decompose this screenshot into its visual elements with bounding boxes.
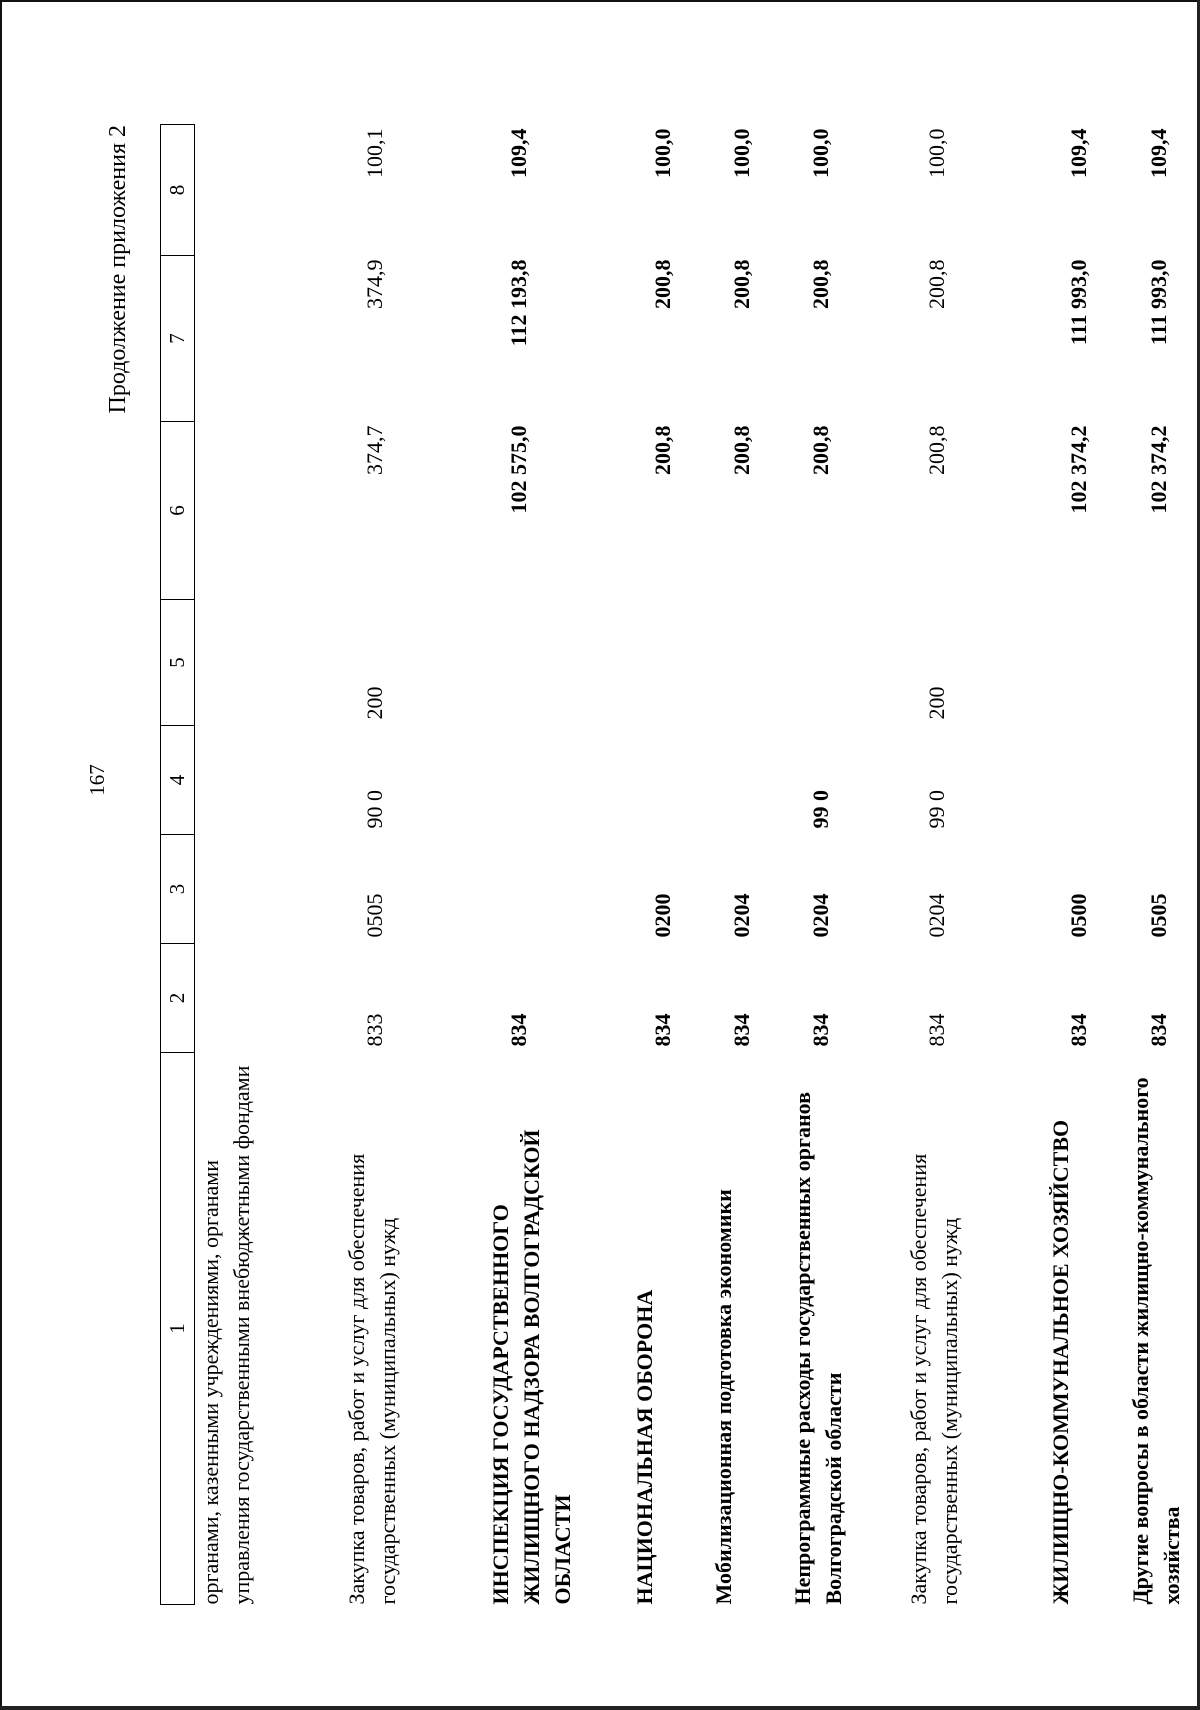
row-col7-cell: 200,8 [650, 259, 675, 309]
row-col5-cell [195, 600, 342, 726]
row-col7-cell: 374,9 [362, 259, 387, 309]
row-col4-cell [629, 726, 708, 835]
row-col8-cell: 100,0 [650, 128, 675, 178]
row-col6-cell: 102 575,0 [506, 425, 531, 514]
table-row [787, 125, 903, 1605]
table-body [195, 125, 1200, 1605]
row-name-cell: ЖИЛИЩНО-КОММУНАЛЬНОЕ ХОЗЯЙСТВО [1048, 1119, 1073, 1605]
row-col4-cell: 99 0 [924, 790, 949, 829]
row-col7-cell: 200,8 [924, 259, 949, 309]
row-col8-cell: 109,4 [1146, 128, 1171, 178]
header-col-5: 5 [161, 600, 195, 726]
row-col4-cell [485, 726, 629, 835]
row-name-cell: Непрограммные расходы государственных органов Волгоградской области [790, 1091, 846, 1605]
row-name-cell: Закупка товаров, работ и услуг для обеспечения государственных (муниципальных) нужд [344, 1153, 400, 1605]
table-row [629, 125, 708, 1605]
row-col5-cell [1125, 600, 1200, 726]
row-col4-cell [1125, 726, 1200, 835]
row-col8-cell [195, 125, 342, 256]
row-col7-cell [195, 256, 342, 422]
row-col6-cell [195, 422, 342, 600]
row-col2-cell [195, 944, 342, 1053]
page-number: 167 [85, 764, 109, 796]
row-name-cell: органами, казенными учреждениями, органами управления государственными внебюджетными фондами [198, 1065, 254, 1605]
row-col6-cell: 200,8 [924, 425, 949, 475]
row-col6-cell: 102 374,2 [1066, 425, 1091, 514]
row-col8-cell: 100,1 [362, 128, 387, 178]
table-row [341, 125, 485, 1605]
row-col2-cell: 834 [1146, 1013, 1171, 1047]
row-col3-cell: 0500 [1066, 893, 1091, 938]
table-row [485, 125, 629, 1605]
row-col8-cell: 109,4 [506, 128, 531, 178]
row-col5-cell: 200 [362, 686, 387, 720]
header-col-1: 1 [161, 1053, 195, 1605]
row-col2-cell: 833 [362, 1013, 387, 1047]
row-col2-cell: 834 [924, 1013, 949, 1047]
table-row [1125, 125, 1200, 1605]
row-col8-cell: 100,0 [808, 128, 833, 178]
row-col3-cell: 0204 [729, 893, 754, 938]
header-col-7: 7 [161, 256, 195, 422]
row-col6-cell: 200,8 [729, 425, 754, 475]
scan-edge-bottom [0, 1706, 1200, 1710]
header-col-6: 6 [161, 422, 195, 600]
budget-table [160, 124, 1200, 1605]
row-col4-cell [195, 726, 342, 835]
header-row [161, 125, 195, 1605]
row-col5-cell [629, 600, 708, 726]
header-col-8: 8 [161, 125, 195, 256]
row-col3-cell: 0505 [362, 893, 387, 938]
row-col8-cell: 109,4 [1066, 128, 1091, 178]
row-col2-cell: 834 [650, 1013, 675, 1047]
table-row [195, 125, 342, 1605]
header-col-4: 4 [161, 726, 195, 835]
row-col7-cell: 111 993,0 [1066, 259, 1091, 346]
row-name-cell: Закупка товаров, работ и услуг для обеспечения государственных (муниципальных) нужд [906, 1153, 962, 1605]
row-col7-cell: 112 193,8 [506, 259, 531, 347]
row-name-cell: НАЦИОНАЛЬНАЯ ОБОРОНА [632, 1289, 657, 1605]
table-row [903, 125, 1045, 1605]
row-col4-cell: 90 0 [362, 790, 387, 829]
row-col6-cell: 102 374,2 [1146, 425, 1171, 514]
header-col-2: 2 [161, 944, 195, 1053]
row-col4-cell: 99 0 [808, 790, 833, 829]
rotated-sheet [85, 125, 1184, 1605]
row-col2-cell: 834 [808, 1013, 833, 1047]
row-col5-cell [485, 600, 629, 726]
row-col5-cell: 200 [924, 686, 949, 720]
row-col7-cell: 200,8 [808, 259, 833, 309]
row-col6-cell: 200,8 [650, 425, 675, 475]
row-col3-cell: 0505 [1146, 893, 1171, 938]
row-name-cell: Другие вопросы в области жилищно-коммунального хозяйства [1128, 1077, 1184, 1605]
row-col3-cell [485, 835, 629, 944]
row-col6-cell: 374,7 [362, 425, 387, 475]
row-col4-cell [708, 726, 787, 835]
row-col5-cell [708, 600, 787, 726]
row-col2-cell: 834 [729, 1013, 754, 1047]
row-col7-cell: 200,8 [729, 259, 754, 309]
row-col2-cell: 834 [506, 1013, 531, 1047]
row-col8-cell: 100,0 [924, 128, 949, 178]
row-col3-cell: 0204 [924, 893, 949, 938]
row-col8-cell: 100,0 [729, 128, 754, 178]
continuation-title: Продолжение приложения 2 [105, 125, 131, 414]
row-col6-cell: 200,8 [808, 425, 833, 475]
row-name-cell: ИНСПЕКЦИЯ ГОСУДАРСТВЕННОГО ЖИЛИЩНОГО НАДЗОРА ВОЛГОГРАДСКОЙ ОБЛАСТИ [488, 1129, 575, 1605]
row-name-cell: Мобилизационная подготовка экономики [711, 1189, 736, 1605]
row-col4-cell [1045, 726, 1125, 835]
row-col5-cell [787, 600, 903, 726]
row-col7-cell: 111 993,0 [1146, 259, 1171, 346]
table-row [1045, 125, 1125, 1605]
row-col3-cell: 0204 [808, 893, 833, 938]
row-col5-cell [1045, 600, 1125, 726]
table-row [708, 125, 787, 1605]
row-col3-cell [195, 835, 342, 944]
header-col-3: 3 [161, 835, 195, 944]
row-col2-cell: 834 [1066, 1013, 1091, 1047]
row-col3-cell: 0200 [650, 893, 675, 938]
